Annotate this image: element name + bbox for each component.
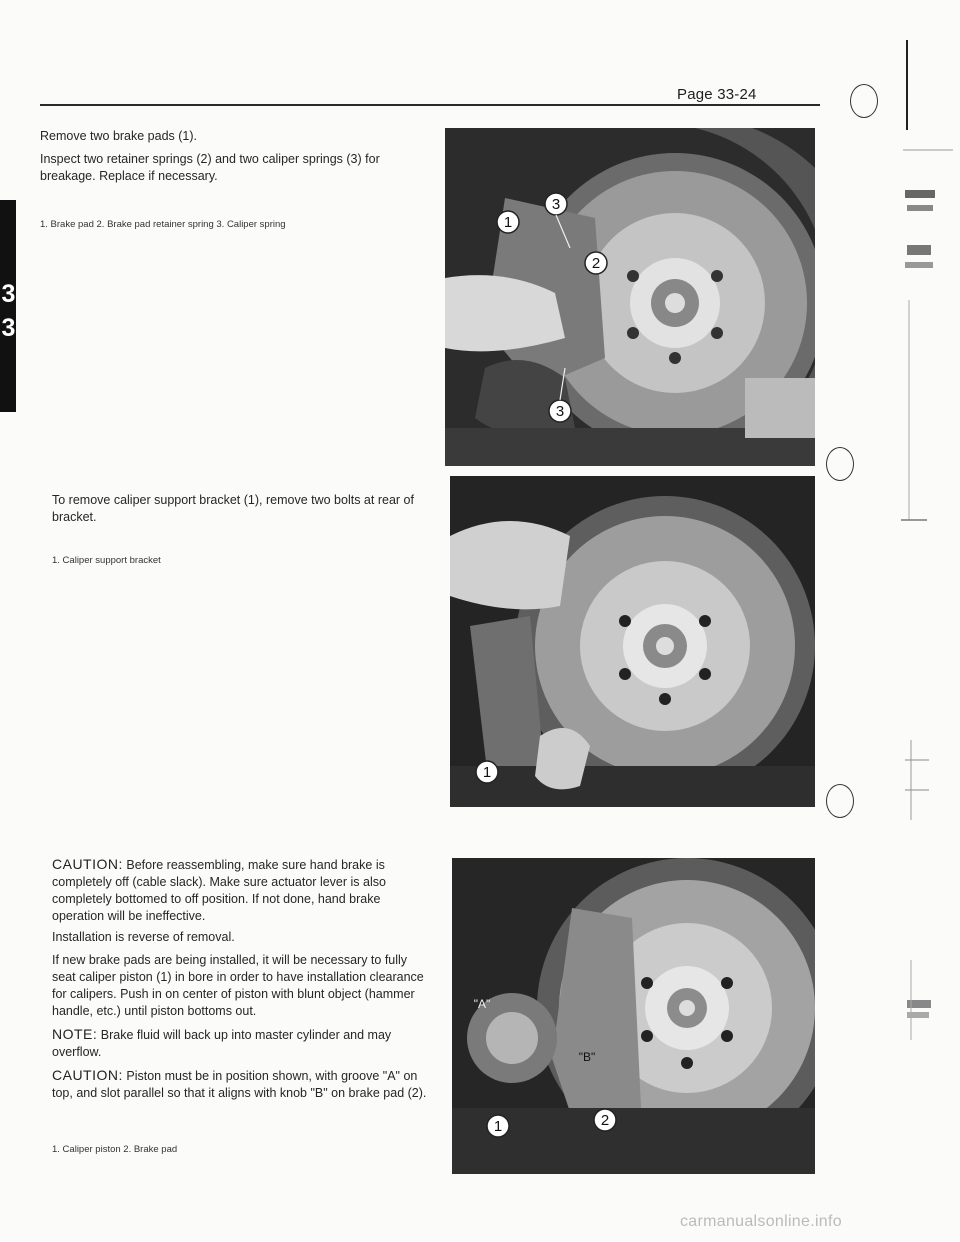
photo-caliper-piston-position xyxy=(452,858,815,1174)
figure-legend: 1. Caliper piston 2. Brake pad xyxy=(52,1144,178,1155)
note-text: Brake fluid will back up into master cylinder and may overflow. xyxy=(52,1028,392,1059)
photo-callout: 1 xyxy=(482,764,492,781)
chapter-tab-digit: 3 xyxy=(1,314,16,342)
photo-marker: "A" xyxy=(473,997,491,1011)
section2-text xyxy=(52,492,432,532)
section3-text xyxy=(52,856,432,1108)
paragraph: Inspect two retainer springs (2) and two caliper springs (3) for breakage. Replace if necessary. xyxy=(40,152,380,183)
photo-callout: 1 xyxy=(503,214,513,231)
header-rule xyxy=(40,104,820,106)
paragraph: Remove two brake pads (1). xyxy=(40,129,198,143)
binder-hole xyxy=(826,447,854,481)
photo-callout: 3 xyxy=(555,403,565,420)
photo-marker: "B" xyxy=(578,1050,596,1064)
figure-legend: 1. Caliper support bracket xyxy=(52,555,161,566)
paragraph: If new brake pads are being installed, it will be necessary to fully seat caliper piston (1) in bore in order to have installation clearance for calipers. Push in on center of piston with blunt object (hammer handle, etc.) until piston bottoms out. xyxy=(52,953,424,1018)
paragraph: To remove caliper support bracket (1), remove two bolts at rear of bracket. xyxy=(52,493,414,524)
photo-caliper-support-bracket xyxy=(450,476,815,807)
photo-brake-pads-removed xyxy=(445,128,815,466)
binder-hole xyxy=(826,784,854,818)
note-block xyxy=(52,1026,432,1061)
photo-callout: 2 xyxy=(591,255,601,272)
figure-legend: 1. Brake pad 2. Brake pad retainer spring 3. Caliper spring xyxy=(40,219,286,230)
scan-edge-marks xyxy=(895,0,960,1242)
caution-text: Piston must be in position shown, with groove "A" on top, and slot parallel so that it aligns with knob "B" on brake pad (2). xyxy=(52,1069,427,1100)
photo-callout: 2 xyxy=(600,1112,610,1129)
paragraph: Installation is reverse of removal. xyxy=(52,930,235,944)
section1-text xyxy=(40,128,432,191)
caution-label: CAUTION: xyxy=(52,1067,123,1083)
caution-block xyxy=(52,1067,432,1102)
chapter-tab xyxy=(0,200,16,412)
chapter-tab-digit: 3 xyxy=(1,280,16,308)
page-title: Page 33-24 xyxy=(677,86,757,103)
photo-callout: 3 xyxy=(551,196,561,213)
caution-block xyxy=(52,856,432,925)
watermark: carmanualsonline.info xyxy=(680,1213,842,1230)
note-label: NOTE: xyxy=(52,1026,98,1042)
binder-hole xyxy=(850,84,878,118)
caution-label: CAUTION: xyxy=(52,856,123,872)
photo-callout: 1 xyxy=(493,1118,503,1135)
caution-text: Before reassembling, make sure hand brake is completely off (cable slack). Make sure actuator lever is also completely bottomed to off position. If not done, hand brake operation will be ineffective. xyxy=(52,858,386,923)
